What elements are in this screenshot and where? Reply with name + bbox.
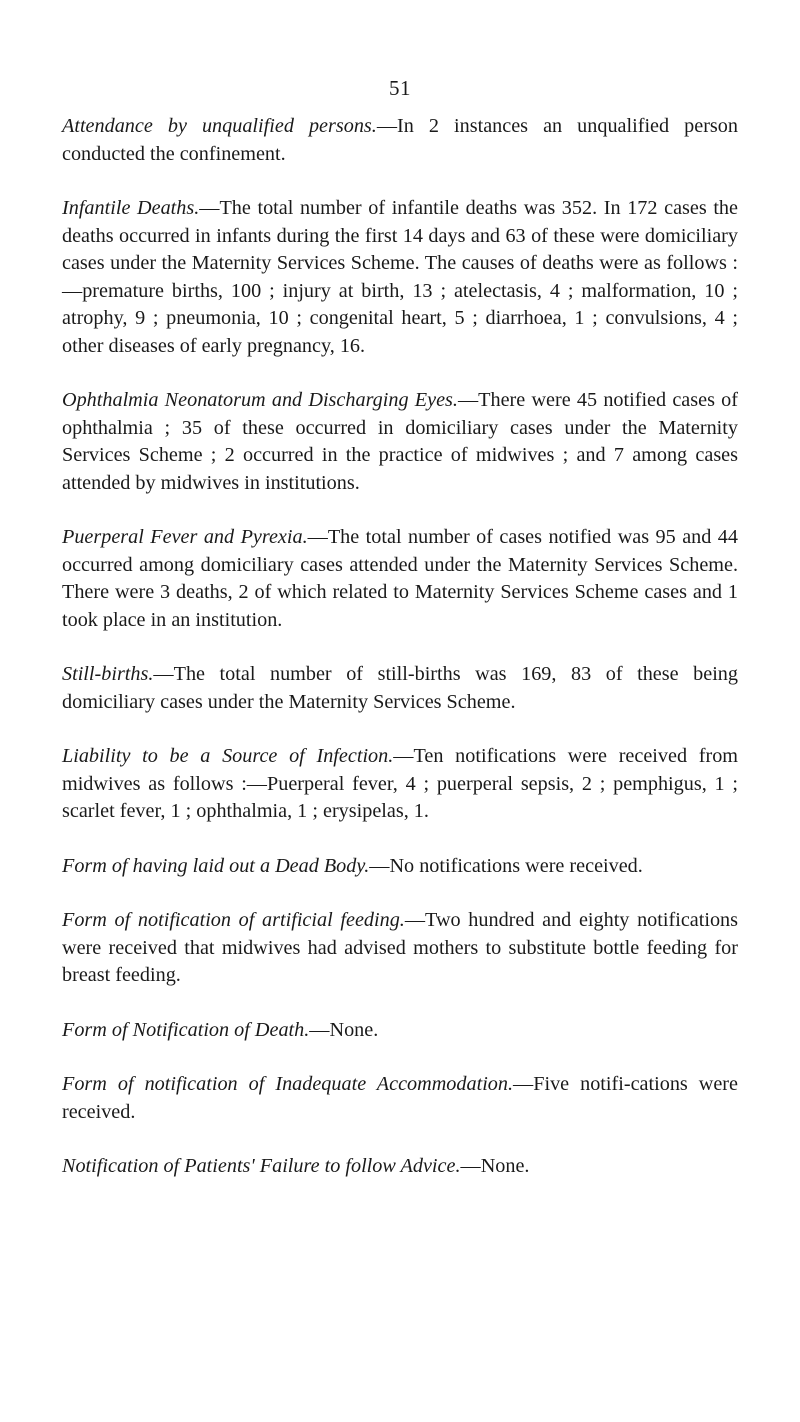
paragraph-text: —The total number of cases notified was 95 and 44 occurred among domiciliary cases attended under the Maternity Services Scheme. There were 3 deaths, 2 of which related to Maternity Services Scheme cases and 1 took place in an institution.: [62, 526, 738, 631]
paragraph-heading: Form of notification of artificial feeding.: [62, 909, 405, 931]
paragraph-heading: Still-births.: [62, 663, 154, 685]
page-body: [62, 113, 738, 1208]
paragraph-notification-death: [62, 1017, 738, 1045]
page-number: 51: [389, 76, 411, 100]
paragraph-text: —There were 45 notified cases of ophthalmia ; 35 of these occurred in domiciliary cases under the Maternity Services Scheme ; 2 occurred in the practice of midwives ; and 7 among cases attended by midwives in institutions.: [62, 389, 738, 494]
paragraph-text: —Two hundred and eighty notifications were received that midwives had advised mothers to substitute bottle feeding for breast feeding.: [62, 909, 738, 986]
paragraph-text: —None.: [309, 1018, 379, 1041]
paragraph-heading: Attendance by unqualified persons.: [62, 115, 377, 137]
paragraph-puerperal-fever: [62, 524, 738, 634]
paragraph-infantile-deaths: [62, 195, 738, 360]
paragraph-heading: Form of notification of Inadequate Accommodation.: [62, 1073, 514, 1095]
paragraph-still-births: [62, 661, 738, 716]
paragraph-text: —The total number of still-births was 169, 83 of these being domiciliary cases under the Maternity Services Scheme.: [62, 663, 738, 713]
paragraph-heading: Infantile Deaths.: [62, 197, 200, 219]
paragraph-attendance-unqualified: [62, 113, 738, 168]
paragraph-text: —Five notifi-cations were received.: [62, 1073, 738, 1123]
paragraph-dead-body: [62, 853, 738, 881]
paragraph-text: —None.: [460, 1155, 530, 1177]
paragraph-heading: Puerperal Fever and Pyrexia.: [62, 526, 308, 548]
paragraph-heading: Liability to be a Source of Infection.: [62, 745, 394, 767]
paragraph-text: —Ten notifications were received from midwives as follows :—Puerperal fever, 4 ; puerperal sepsis, 2 ; pemphigus, 1 ; scarlet fever, 1 ; ophthalmia, 1 ; erysipelas, 1.: [62, 745, 739, 822]
paragraph-text: —The total number of infantile deaths was 352. In 172 cases the deaths occurred in infants during the first 14 days and 63 of these were domiciliary cases under the Maternity Services Scheme. The causes of deaths were as follows :—premature births, 100 ; injury at birth, 13 ; atelectasis, 4 ; malformation, 10 ; atrophy, 9 ; pneumonia, 10 ; congenital heart, 5 ; diarrhoea, 1 ; convulsions, 4 ; other diseases of early pregnancy, 16.: [62, 197, 738, 357]
paragraph-text: —No notifications were received.: [369, 854, 643, 877]
paragraph-failure-follow-advice: [62, 1153, 738, 1181]
paragraph-artificial-feeding: [62, 907, 738, 990]
paragraph-liability-infection: [62, 743, 738, 826]
paragraph-heading: Ophthalmia Neonatorum and Discharging Eyes.: [62, 389, 458, 411]
paragraph-heading: Notification of Patients' Failure to follow Advice.: [62, 1155, 461, 1177]
paragraph-text: —In 2 instances an unqualified person conducted the confinement.: [62, 115, 738, 165]
paragraph-heading: Form of Notification of Death.: [62, 1018, 310, 1041]
paragraph-heading: Form of having laid out a Dead Body.: [62, 854, 370, 877]
paragraph-ophthalmia-neonatorum: [62, 387, 738, 497]
paragraph-inadequate-accommodation: [62, 1071, 738, 1126]
